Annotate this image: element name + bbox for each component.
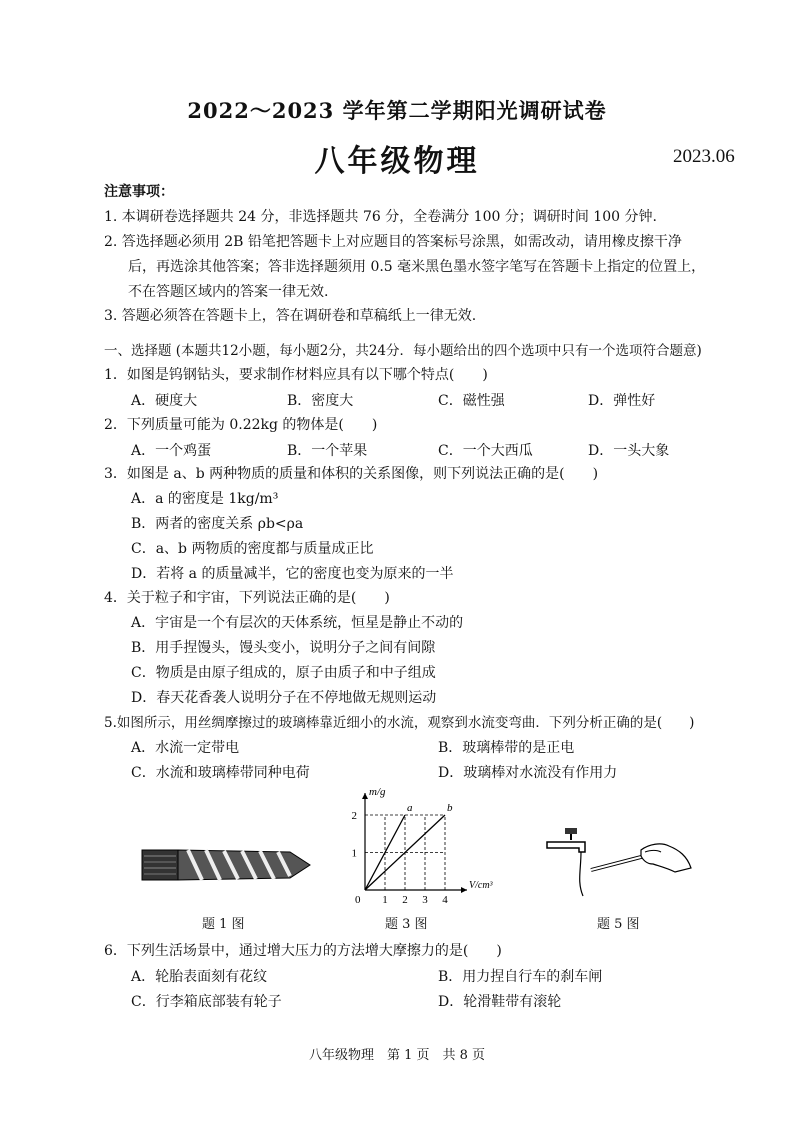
x-tick-label: 1 xyxy=(382,894,388,905)
option-b[interactable]: B．两者的密度关系 ρb<ρa xyxy=(131,516,304,532)
figure-caption: 题 5 图 xyxy=(597,917,640,932)
option-b[interactable]: B．密度大 xyxy=(287,393,354,409)
option-d[interactable]: D．玻璃棒对水流没有作用力 xyxy=(438,765,618,781)
series-label-a: a xyxy=(407,802,413,814)
option-d[interactable]: D．春天花香袭人说明分子在不停地做无规则运动 xyxy=(131,690,437,706)
option-a[interactable]: A．水流一定带电 xyxy=(131,740,240,756)
series-label-b: b xyxy=(447,802,453,814)
figure-caption: 题 1 图 xyxy=(202,917,245,932)
option-c[interactable]: C．磁性强 xyxy=(438,393,505,409)
note-item: 后，再选涂其他答案；答非选择题须用 0.5 毫米黑色墨水签字笔写在答题卡上指定的位置上， xyxy=(128,259,706,275)
option-a[interactable]: A．a 的密度是 1kg/m³ xyxy=(131,491,279,507)
subject-title: 八年级物理 xyxy=(314,144,480,179)
exam-title: 2022～2023 学年第二学期阳光调研试卷 xyxy=(187,98,607,123)
option-b[interactable]: B．用手捏馒头，馒头变小，说明分子之间有间隙 xyxy=(131,640,436,656)
option-b[interactable]: B．用力捏自行车的刹车闸 xyxy=(438,969,603,985)
x-axis-arrow xyxy=(461,887,467,893)
question-stem: 5.如图所示，用丝绸摩擦过的玻璃棒靠近细小的水流，观察到水流变弯曲．下列分析正确的是( ) xyxy=(104,715,695,731)
note-item: 1. 本调研卷选择题共 24 分，非选择题共 76 分，全卷满分 100 分；调研时间 100 分钟. xyxy=(104,209,657,225)
option-a[interactable]: A．一个鸡蛋 xyxy=(131,443,212,459)
option-c[interactable]: C．水流和玻璃棒带同种电荷 xyxy=(131,765,310,781)
y-axis-label: m/g xyxy=(369,786,386,798)
note-item: 3. 答题必须答在答题卡上，答在调研卷和草稿纸上一律无效. xyxy=(104,308,477,324)
option-a[interactable]: A．硬度大 xyxy=(131,393,198,409)
x-tick-label: 4 xyxy=(442,894,448,905)
page-footer: 八年级物理 第 1 页 共 8 页 xyxy=(308,1048,486,1063)
exam-date: 2023.06 xyxy=(673,146,735,167)
figure-caption: 题 3 图 xyxy=(385,917,428,932)
option-a[interactable]: A．轮胎表面刻有花纹 xyxy=(131,969,268,985)
y-axis-arrow xyxy=(362,793,368,799)
option-c[interactable]: C．一个大西瓜 xyxy=(438,443,533,459)
faucet-glass-rod-figure xyxy=(545,820,695,900)
origin-label: 0 xyxy=(355,894,361,905)
option-d[interactable]: D．轮滑鞋带有滚轮 xyxy=(438,994,562,1010)
x-tick-label: 2 xyxy=(402,894,408,905)
x-tick-label: 3 xyxy=(422,894,428,905)
y-tick-label: 2 xyxy=(351,810,357,822)
x-axis-label: V/cm³ xyxy=(469,880,493,891)
option-c[interactable]: C．a、b 两物质的密度都与质量成正比 xyxy=(131,541,374,557)
option-c[interactable]: C．物质是由原子组成的，原子由质子和中子组成 xyxy=(131,665,436,681)
question-stem: 3．如图是 a、b 两种物质的质量和体积的关系图像，则下列说法正确的是( ) xyxy=(104,466,599,482)
notes-heading: 注意事项： xyxy=(104,184,174,200)
question-stem: 6．下列生活场景中，通过增大压力的方法增大摩擦力的是( ) xyxy=(104,943,502,959)
option-b[interactable]: B．一个苹果 xyxy=(287,443,368,459)
question-stem: 2．下列质量可能为 0.22kg 的物体是( ) xyxy=(104,417,378,433)
option-d[interactable]: D．一头大象 xyxy=(588,443,670,459)
drill-bit-figure xyxy=(140,840,315,890)
option-d[interactable]: D．若将 a 的质量减半，它的密度也变为原来的一半 xyxy=(131,566,454,582)
y-tick-label: 1 xyxy=(351,847,357,860)
question-stem: 1．如图是钨钢钻头，要求制作材料应具有以下哪个特点( ) xyxy=(104,367,488,383)
option-d[interactable]: D．弹性好 xyxy=(588,393,656,409)
option-a[interactable]: A．宇宙是一个有层次的天体系统，恒星是静止不动的 xyxy=(131,615,464,631)
option-b[interactable]: B．玻璃棒带的是正电 xyxy=(438,740,575,756)
option-c[interactable]: C．行李箱底部装有轮子 xyxy=(131,994,282,1010)
note-item: 2. 答选择题必须用 2B 铅笔把答题卡上对应题目的答案标号涂黑，如需改动，请用橡皮擦干净 xyxy=(104,234,682,250)
mass-volume-chart xyxy=(340,780,515,905)
note-item: 不在答题区域内的答案一律无效. xyxy=(128,284,329,300)
question-stem: 4．关于粒子和宇宙，下列说法正确的是( ) xyxy=(104,590,390,606)
section-heading: 一、选择题 (本题共12小题，每小题2分，共24分．每小题给出的四个选项中只有一个选项符合题意) xyxy=(104,343,702,359)
